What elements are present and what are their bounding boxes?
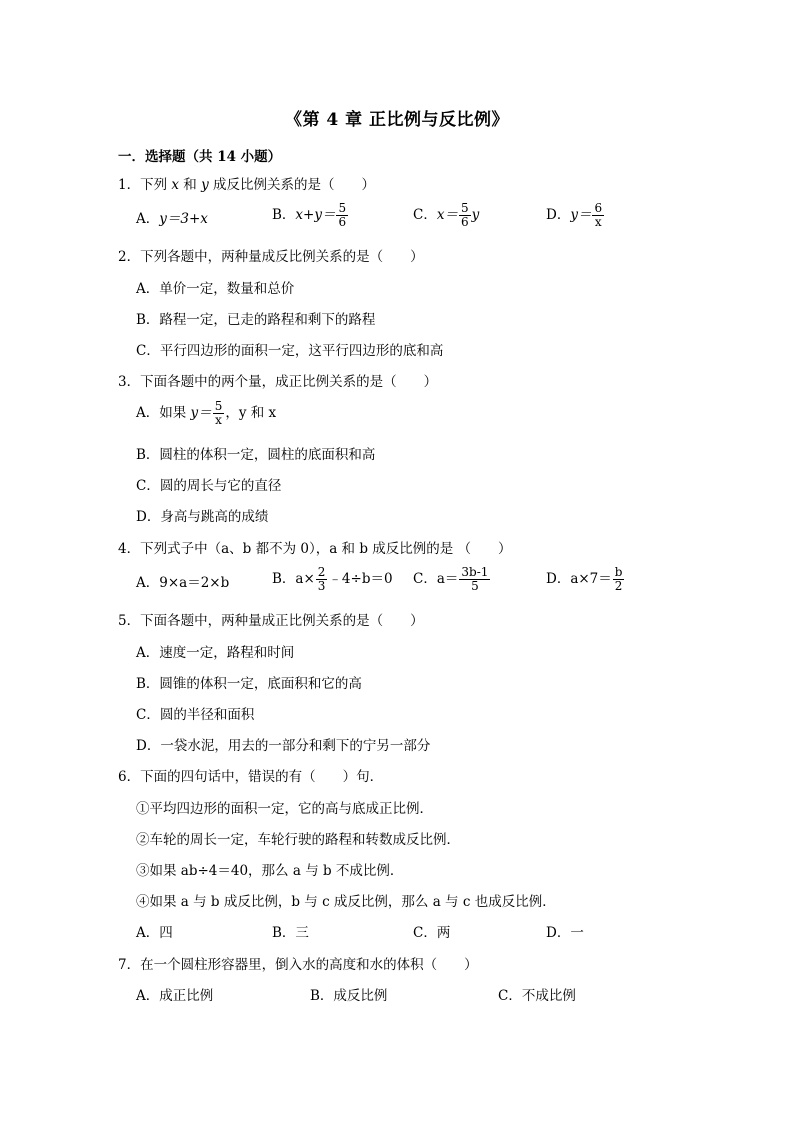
numerator: 6 <box>594 201 603 215</box>
q5-option-a: A．速度一定，路程和时间 <box>136 645 295 661</box>
q1-stem-part: 和 <box>179 177 202 193</box>
question-1-stem <box>118 176 375 194</box>
numerator: b <box>614 565 623 579</box>
q1-stem-part: 1．下列 <box>118 177 172 193</box>
q6-statement-1: ①平均四边形的面积一定，它的高与底成正比例． <box>136 801 433 817</box>
q2-option-c: C．平行四边形的面积一定，这平行四边形的底和高 <box>136 343 444 359</box>
q3-option-c: C．圆的周长与它的直径 <box>136 478 282 494</box>
q4-option-c <box>413 566 491 593</box>
section-heading: 一．选择题（共 14 小题） <box>118 149 282 165</box>
fraction <box>459 202 471 229</box>
q1-stem-part: 成反比例关系的是（ ） <box>208 177 376 193</box>
denominator: x <box>215 413 222 427</box>
q2-option-b: B．路程一定，已走的路程和剩下的路程 <box>136 312 376 328</box>
denominator: x <box>594 215 602 229</box>
q2-option-a: A．单价一定，数量和总价 <box>136 281 295 297</box>
option-letter: C．a＝ <box>413 571 459 587</box>
question-6-stem: 6．下面的四句话中，错误的有（ ）句． <box>118 769 384 785</box>
q6-statement-4: ④如果 a 与 b 成反比例，b 与 c 成反比例，那么 a 与 c 也成反比例． <box>136 894 556 910</box>
page-title: 《第 4 章 正比例与反比例》 <box>284 110 510 130</box>
numerator: 3b-1 <box>461 565 489 579</box>
option-letter: A．如果 <box>136 405 191 421</box>
q5-option-c: C．圆的半径和面积 <box>136 707 255 723</box>
fraction <box>592 202 604 229</box>
q1-var-y: y <box>201 177 209 193</box>
q6-statement-2: ②车轮的周长一定，车轮行驶的路程和转数成反比例． <box>136 832 460 848</box>
q6-option-d: D．一 <box>546 925 584 941</box>
fraction <box>336 202 348 229</box>
q6-option-b: B．三 <box>272 925 309 941</box>
q1-var-x: x <box>171 177 180 193</box>
numerator: 2 <box>317 565 326 579</box>
q1-option-b <box>272 202 349 229</box>
option-letter: A． <box>136 211 160 227</box>
q4-option-a: A．9×a＝2×b <box>136 575 230 591</box>
denominator: 6 <box>460 215 469 229</box>
denominator: 5 <box>471 579 479 593</box>
q7-option-a: A．成正比例 <box>136 988 214 1004</box>
denominator: 2 <box>614 579 623 593</box>
q6-option-c: C．两 <box>413 925 451 941</box>
denominator: 6 <box>338 215 347 229</box>
option-expr: y＝ <box>570 207 592 223</box>
q6-statement-3: ③如果 ab÷4＝40，那么 a 与 b 不成比例． <box>136 863 404 879</box>
option-letter: D．a×7＝ <box>546 571 612 587</box>
option-expr: ﹣4÷b＝0 <box>328 571 393 587</box>
numerator: 5 <box>214 399 223 413</box>
q4-option-d <box>546 566 625 593</box>
option-expr: y <box>471 207 480 223</box>
question-5-stem: 5．下面各题中，两种量成正比例关系的是（ ） <box>118 613 424 629</box>
fraction <box>213 400 225 427</box>
q7-option-c: C．不成比例 <box>498 988 576 1004</box>
option-letter: B． <box>272 207 296 223</box>
q3-option-a <box>136 400 276 427</box>
numerator: 5 <box>460 201 469 215</box>
numerator: 5 <box>338 201 347 215</box>
q1-option-d <box>546 202 605 229</box>
denominator: 3 <box>317 579 326 593</box>
q3-option-d: D．身高与跳高的成绩 <box>136 509 269 525</box>
q7-option-b: B．成反比例 <box>310 988 388 1004</box>
option-letter: C． <box>413 207 437 223</box>
question-7-stem: 7．在一个圆柱形容器里，倒入水的高度和水的体积（ ） <box>118 957 478 973</box>
option-letter: B．a× <box>272 571 315 587</box>
option-expr: y＝3+x <box>159 211 208 227</box>
option-expr: y＝ <box>190 405 212 421</box>
q1-option-c <box>413 202 479 229</box>
fraction <box>613 566 625 593</box>
option-letter: D． <box>546 207 571 223</box>
question-3-stem: 3．下面各题中的两个量，成正比例关系的是（ ） <box>118 374 438 390</box>
option-expr: x＝ <box>436 207 458 223</box>
q1-option-a <box>136 210 208 228</box>
q5-option-b: B．圆锥的体积一定，底面积和它的高 <box>136 676 362 692</box>
option-expr: x+y＝ <box>295 207 336 223</box>
q4-option-b <box>272 566 393 593</box>
question-4-stem: 4．下列式子中（a、b 都不为 0），a 和 b 成反比例的是 （ ） <box>118 541 512 557</box>
fraction <box>316 566 328 593</box>
q5-option-d: D．一袋水泥，用去的一部分和剩下的宁另一部分 <box>136 738 431 754</box>
question-2-stem: 2．下列各题中，两种量成反比例关系的是（ ） <box>118 249 424 265</box>
q3-option-b: B．圆柱的体积一定，圆柱的底面积和高 <box>136 447 376 463</box>
fraction <box>459 566 490 593</box>
q6-option-a: A．四 <box>136 925 173 941</box>
option-expr: ，y 和 x <box>225 405 277 421</box>
